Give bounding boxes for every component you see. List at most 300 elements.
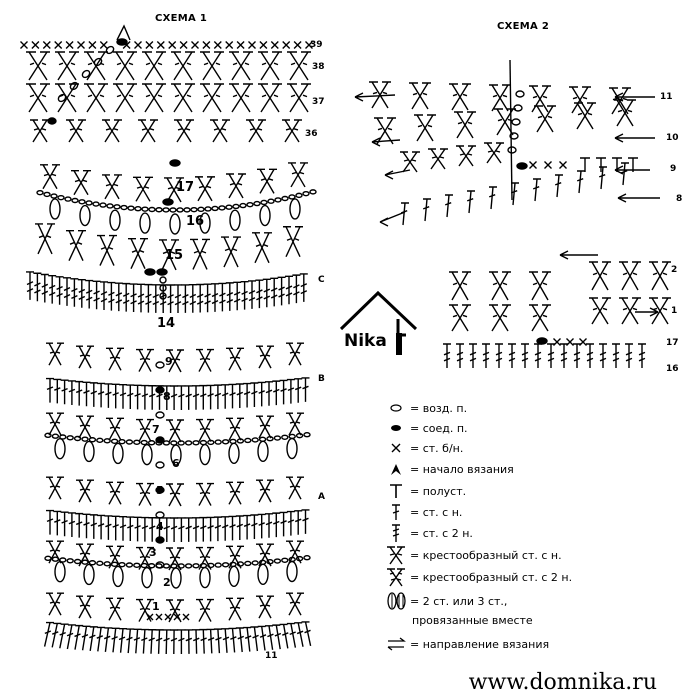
double-crochet-symbol xyxy=(294,511,302,535)
chain-stitch-symbol xyxy=(237,439,243,443)
cluster-symbol xyxy=(258,441,268,461)
double-crochet-symbol xyxy=(61,512,69,536)
double-crochet-symbol xyxy=(177,630,185,654)
double-crochet-symbol xyxy=(83,382,91,406)
cluster-symbol xyxy=(140,213,150,233)
row-number-14: 14 xyxy=(157,316,176,331)
crossed-stitch-symbol xyxy=(282,120,302,142)
double-crochet-symbol xyxy=(137,284,145,312)
double-crochet-symbol xyxy=(229,384,237,408)
single-crochet-symbol xyxy=(183,614,189,620)
double-crochet-symbol xyxy=(243,384,251,408)
crossed-stitch-symbol xyxy=(200,84,224,112)
double-crochet-symbol xyxy=(97,515,105,539)
chain-stitch-symbol xyxy=(112,439,118,443)
double-crochet-symbol xyxy=(170,518,178,542)
single-crochet-symbol xyxy=(169,42,176,49)
double-crochet-symbol xyxy=(82,626,91,650)
chain-stitch-symbol xyxy=(82,560,88,564)
double-crochet-symbol xyxy=(207,629,215,653)
chain-stitch-symbol xyxy=(254,202,260,206)
crossed-stitch-symbol xyxy=(454,112,476,138)
double-crochet-symbol xyxy=(192,630,200,654)
double-crochet-symbol xyxy=(163,630,171,654)
double-crochet-symbol xyxy=(241,282,249,310)
crossed-stitch-symbol xyxy=(133,177,153,201)
crossed-stitch-symbol xyxy=(166,484,184,506)
start-icon xyxy=(386,462,406,476)
double-crochet-symbol xyxy=(181,285,189,313)
crossed-stitch-symbol xyxy=(142,52,166,80)
double-crochet-symbol xyxy=(287,512,295,536)
double-crochet-symbol xyxy=(60,624,69,648)
single-crochet-symbol xyxy=(226,42,233,49)
chain-stitch-symbol xyxy=(245,561,251,565)
cluster-symbol xyxy=(170,214,180,234)
chain-stitch-symbol xyxy=(219,206,225,210)
double-crochet-symbol xyxy=(122,284,130,312)
crossed-stitch-symbol xyxy=(286,413,304,435)
double-crochet-symbol xyxy=(130,284,138,312)
row-number-37: 37 xyxy=(312,97,325,107)
scheme2-row-1: 1 xyxy=(671,306,678,316)
double-crochet-symbol xyxy=(300,274,308,302)
double-crochet-symbol xyxy=(278,277,286,305)
crossed-stitch-symbol xyxy=(529,272,551,300)
cluster-symbol xyxy=(55,439,65,459)
chain-stitch-symbol xyxy=(156,537,164,543)
crossed-stitch-symbol xyxy=(136,484,154,506)
double-crochet-symbol xyxy=(33,273,41,301)
single-crochet-symbol xyxy=(237,42,244,49)
double-crochet-symbol xyxy=(401,203,409,225)
section-label-a: А xyxy=(318,492,325,502)
chain-stitch-symbol xyxy=(303,192,309,196)
site-url: www.domnika.ru xyxy=(468,670,657,695)
double-crochet-symbol xyxy=(292,275,300,303)
crossed-stitch-symbol xyxy=(71,171,91,195)
chain-stitch-symbol xyxy=(156,437,164,443)
chain-stitch-icon xyxy=(386,402,406,414)
chain-stitch-symbol xyxy=(44,192,50,196)
crossed-stitch-symbol xyxy=(614,100,636,126)
double-crochet-symbol xyxy=(100,282,108,310)
double-crochet-symbol xyxy=(265,382,273,406)
double-crochet-symbol xyxy=(280,380,288,404)
crossed-stitch-symbol xyxy=(26,52,50,80)
double-crochet-symbol xyxy=(555,175,563,197)
double-crochet-symbol xyxy=(586,344,594,368)
double-crochet-symbol xyxy=(287,624,296,648)
crossed-stitch-symbol xyxy=(26,84,50,112)
row-number-1: 1 xyxy=(152,600,160,613)
cluster-symbol xyxy=(113,443,123,463)
direction-arrow-symbol xyxy=(385,170,410,179)
crossed-stitch-symbol xyxy=(529,305,551,331)
double-crochet-symbol xyxy=(248,281,256,309)
single-crochet-symbol xyxy=(580,339,587,346)
crossed-stitch-symbol xyxy=(256,346,274,368)
single-crochet-icon xyxy=(386,441,406,455)
crossed-double-icon xyxy=(384,545,408,565)
crossed-stitch-symbol xyxy=(46,413,64,435)
chain-stitch-symbol xyxy=(274,559,280,563)
crossed-stitch-symbol xyxy=(136,350,154,372)
double-crochet-symbol xyxy=(199,386,207,410)
double-crochet-symbol xyxy=(625,344,633,368)
double-crochet-symbol xyxy=(560,344,568,368)
single-crochet-symbol xyxy=(156,614,162,620)
crossed-stitch-symbol xyxy=(619,298,641,324)
double-crochet-symbol xyxy=(148,630,156,654)
crossed-stitch-symbol xyxy=(287,84,311,112)
crossed-stitch-symbol xyxy=(449,305,471,331)
double-crochet-symbol xyxy=(547,344,555,368)
crossed-stitch-symbol xyxy=(210,120,230,142)
double-crochet-symbol xyxy=(177,386,185,410)
single-crochet-symbol xyxy=(260,42,267,49)
cluster-icon xyxy=(384,591,408,611)
chain-stitch-symbol xyxy=(105,45,115,55)
crossed-stitch-symbol xyxy=(428,149,448,169)
direction-arrow-symbol xyxy=(560,251,598,259)
crossed-stitch-symbol xyxy=(246,120,266,142)
double-crochet-symbol xyxy=(534,344,542,368)
chain-stitch-symbol xyxy=(215,440,221,444)
chain-stitch-symbol xyxy=(82,437,88,441)
chain-stitch-symbol xyxy=(223,440,229,444)
crossed-stitch-symbol xyxy=(102,175,122,199)
crossed-stitch-symbol xyxy=(286,477,304,499)
chain-stitch-symbol xyxy=(223,563,229,567)
double-crochet-symbol xyxy=(204,284,212,312)
crossed-stitch-symbol xyxy=(106,418,124,440)
chain-stitch-symbol xyxy=(516,91,524,97)
cluster-symbol xyxy=(258,564,268,584)
double-crochet-symbol xyxy=(90,515,98,539)
crossed-treble-icon xyxy=(384,567,408,587)
single-crochet-symbol xyxy=(100,42,107,49)
chain-stitch-symbol xyxy=(75,436,81,440)
double-crochet-symbol xyxy=(75,514,83,538)
double-crochet-symbol xyxy=(612,344,620,368)
double-crochet-symbol xyxy=(207,517,215,541)
crossed-stitch-symbol xyxy=(534,106,556,132)
double-crochet-symbol xyxy=(104,628,112,652)
row-number-17: 17 xyxy=(176,180,195,195)
double-crochet-symbol xyxy=(236,516,244,540)
chain-stitch-symbol xyxy=(72,198,78,202)
chain-stitch-symbol xyxy=(252,438,258,442)
row-number-36: 36 xyxy=(305,129,318,139)
single-crochet-symbol xyxy=(294,42,301,49)
scheme2-row-8: 8 xyxy=(676,194,683,204)
crossed-stitch-symbol xyxy=(256,596,274,618)
double-crochet-symbol xyxy=(46,379,54,403)
double-crochet-symbol xyxy=(141,630,149,654)
section-label-b: В xyxy=(318,374,325,384)
single-crochet-symbol xyxy=(55,42,62,49)
chain-stitch-symbol xyxy=(51,194,57,198)
single-crochet-symbol xyxy=(43,42,50,49)
double-crochet-symbol xyxy=(214,629,222,653)
double-crochet-symbol xyxy=(272,625,281,649)
crossed-stitch-symbol xyxy=(414,115,436,141)
chain-stitch-symbol xyxy=(252,561,258,565)
chain-stitch-symbol xyxy=(171,441,177,445)
double-crochet-symbol xyxy=(226,283,234,311)
crossed-stitch-symbol xyxy=(196,350,214,372)
chain-stitch-symbol xyxy=(289,434,295,438)
legend-item: = крестообразный ст. с н. xyxy=(384,545,562,565)
double-crochet-symbol xyxy=(255,280,263,308)
crossed-stitch-symbol xyxy=(456,146,476,166)
crossed-stitch-symbol xyxy=(128,239,148,269)
chain-stitch-symbol xyxy=(60,435,66,439)
double-crochet-symbol xyxy=(119,629,127,653)
double-crochet-symbol xyxy=(250,515,258,539)
double-crochet-symbol xyxy=(199,518,207,542)
chain-stitch-symbol xyxy=(245,438,251,442)
double-crochet-symbol xyxy=(250,627,258,651)
slip-stitch-symbol xyxy=(48,118,56,124)
double-crochet-symbol xyxy=(423,199,431,221)
double-crochet-symbol xyxy=(495,344,503,368)
cluster-symbol xyxy=(200,568,210,588)
single-crochet-symbol xyxy=(89,42,96,49)
row-number-6: 6 xyxy=(172,457,180,470)
chain-stitch-symbol xyxy=(163,441,169,445)
cluster-symbol xyxy=(84,441,94,461)
chain-stitch-symbol xyxy=(268,199,274,203)
half-double-symbol xyxy=(580,158,590,172)
chain-stitch-symbol xyxy=(128,206,134,210)
legend-item: = крестообразный ст. с 2 н. xyxy=(384,567,572,587)
crossed-stitch-symbol xyxy=(229,84,253,112)
chain-stitch-symbol xyxy=(304,433,310,437)
double-crochet-symbol xyxy=(174,285,182,313)
double-crochet-symbol xyxy=(280,512,288,536)
chain-stitch-symbol xyxy=(178,441,184,445)
single-crochet-symbol xyxy=(567,339,574,346)
double-crochet-symbol xyxy=(599,344,607,368)
crossed-stitch-symbol xyxy=(529,86,551,112)
chain-stitch-symbol xyxy=(156,512,164,518)
double-crochet-symbol xyxy=(229,628,237,652)
double-crochet-symbol xyxy=(285,276,293,304)
legend-item: = 2 ст. или 3 ст., xyxy=(384,591,507,611)
legend-item: = полуст. xyxy=(384,481,466,501)
chain-stitch-symbol xyxy=(107,204,113,208)
chain-stitch-symbol xyxy=(89,561,95,565)
crossed-stitch-symbol xyxy=(619,262,641,290)
chain-stitch-symbol xyxy=(304,556,310,560)
chain-stitch-symbol xyxy=(134,563,140,567)
direction-arrow-symbol xyxy=(380,212,405,226)
crossed-stitch-symbol xyxy=(400,152,420,172)
double-crochet-symbol xyxy=(229,516,237,540)
crossed-stitch-symbol xyxy=(489,85,511,111)
crossed-stitch-symbol xyxy=(287,52,311,80)
legend-item: = соед. п. xyxy=(384,418,468,438)
chain-stitch-symbol xyxy=(126,563,132,567)
crossed-stitch-symbol xyxy=(200,52,224,80)
double-crochet-symbol xyxy=(192,386,200,410)
single-crochet-symbol xyxy=(165,614,171,620)
double-crochet-symbol xyxy=(152,285,160,313)
row-number-2: 2 xyxy=(163,576,171,589)
double-crochet-symbol xyxy=(112,516,120,540)
double-crochet-symbol xyxy=(185,518,193,542)
chain-stitch-symbol xyxy=(230,439,236,443)
crossed-stitch-symbol xyxy=(649,262,671,290)
double-crochet-symbol xyxy=(533,179,541,201)
chain-stitch-symbol xyxy=(215,563,221,567)
cluster-symbol xyxy=(229,443,239,463)
chain-stitch-symbol xyxy=(247,203,253,207)
chain-stitch-symbol xyxy=(226,205,232,209)
chain-stitch-symbol xyxy=(65,197,71,201)
legend-item: = начало вязания xyxy=(384,459,514,479)
crossed-stitch-symbol xyxy=(174,120,194,142)
double-crochet-symbol xyxy=(302,622,311,646)
row-number-15: 15 xyxy=(165,248,184,263)
double-crochet-symbol xyxy=(599,167,607,189)
row-number-11: 11 xyxy=(265,651,278,661)
double-crochet-symbol xyxy=(63,278,71,306)
double-crochet-symbol xyxy=(638,344,646,368)
chain-stitch-symbol xyxy=(100,203,106,207)
double-crochet-symbol xyxy=(221,385,229,409)
legend-item: = ст. с 2 н. xyxy=(384,523,473,543)
double-crochet-symbol xyxy=(258,382,266,406)
single-crochet-symbol xyxy=(554,339,561,346)
crossed-stitch-symbol xyxy=(166,420,184,442)
double-crochet-symbol xyxy=(90,383,98,407)
scheme-1-title: СХЕМА 1 xyxy=(155,13,208,24)
double-crochet-symbol xyxy=(75,626,84,650)
cluster-symbol xyxy=(171,568,181,588)
half-double-symbol xyxy=(596,158,606,172)
chain-stitch-symbol xyxy=(177,208,183,212)
crossed-stitch-symbol xyxy=(226,482,244,504)
chain-stitch-symbol xyxy=(156,462,164,468)
row-number-4: 4 xyxy=(156,520,164,533)
crossed-stitch-symbol xyxy=(46,343,64,365)
crossed-stitch-symbol xyxy=(226,418,244,440)
crossed-stitch-symbol xyxy=(286,593,304,615)
single-crochet-symbol xyxy=(78,42,85,49)
single-crochet-symbol xyxy=(192,42,199,49)
chain-stitch-symbol xyxy=(193,564,199,568)
scheme-2-title: СХЕМА 2 xyxy=(497,21,550,32)
chain-stitch-symbol xyxy=(310,190,316,194)
double-crochet-symbol xyxy=(104,384,112,408)
double-crochet-symbol xyxy=(207,385,215,409)
double-crochet-symbol xyxy=(134,517,142,541)
chain-stitch-symbol xyxy=(75,559,81,563)
double-crochet-symbol xyxy=(70,279,78,307)
chain-stitch-symbol xyxy=(261,200,267,204)
chain-stitch-symbol xyxy=(233,204,239,208)
double-crochet-symbol xyxy=(46,511,54,535)
scheme2-row-9: 9 xyxy=(670,164,677,174)
chain-stitch-symbol xyxy=(114,205,120,209)
crossed-stitch-symbol xyxy=(113,52,137,80)
double-crochet-symbol xyxy=(521,344,529,368)
double-crochet-symbol xyxy=(265,626,273,650)
chain-stitch-symbol xyxy=(60,558,66,562)
chain-stitch-symbol xyxy=(275,198,281,202)
chain-stitch-symbol xyxy=(149,207,155,211)
double-crochet-symbol xyxy=(185,386,193,410)
double-crochet-symbol xyxy=(508,344,516,368)
scheme2-row-11: 11 xyxy=(660,92,673,102)
chain-stitch-symbol xyxy=(37,191,43,195)
crossed-stitch-symbol xyxy=(171,84,195,112)
double-crochet-symbol xyxy=(26,272,34,300)
double-crochet-symbol xyxy=(199,630,207,654)
double-crochet-symbol xyxy=(61,380,69,404)
double-crochet-symbol xyxy=(185,630,193,654)
double-crochet-symbol xyxy=(83,514,91,538)
chain-stitch-symbol xyxy=(156,362,164,368)
chain-stitch-symbol xyxy=(149,441,155,445)
slip-stitch-symbol xyxy=(170,160,180,166)
cluster-symbol xyxy=(55,562,65,582)
crossed-stitch-symbol xyxy=(46,477,64,499)
legend-item: провязанные вместе xyxy=(412,613,533,627)
chain-stitch-symbol xyxy=(156,412,164,418)
crossed-stitch-symbol xyxy=(226,174,246,198)
chain-stitch-symbol xyxy=(163,208,169,212)
single-crochet-symbol xyxy=(157,42,164,49)
single-crochet-symbol xyxy=(180,42,187,49)
crossed-stitch-symbol xyxy=(283,227,303,257)
chain-stitch-symbol xyxy=(296,193,302,197)
chain-stitch-symbol xyxy=(208,440,214,444)
double-crochet-symbol xyxy=(115,283,123,311)
cluster-symbol xyxy=(230,210,240,230)
double-crochet-symbol xyxy=(68,381,76,405)
crossed-stitch-symbol xyxy=(489,305,511,331)
cluster-symbol xyxy=(229,566,239,586)
half-double-icon xyxy=(386,482,406,500)
double-crochet-symbol xyxy=(126,517,134,541)
double-crochet-symbol xyxy=(189,285,197,313)
single-crochet-symbol xyxy=(249,42,256,49)
double-crochet-symbol xyxy=(577,171,585,193)
double-crochet-symbol xyxy=(456,344,464,368)
crossed-stitch-symbol xyxy=(106,598,124,620)
chain-stitch-symbol xyxy=(160,277,166,283)
chain-stitch-symbol xyxy=(170,208,176,212)
crossed-stitch-symbol xyxy=(138,120,158,142)
cluster-symbol xyxy=(200,445,210,465)
crossed-stitch-symbol xyxy=(66,231,86,261)
direction-arrows-icon xyxy=(384,637,408,651)
row-number-5: 5 xyxy=(156,484,164,497)
double-crochet-symbol xyxy=(170,386,178,410)
double-crochet-symbol xyxy=(167,285,175,313)
double-crochet-symbol xyxy=(134,629,142,653)
chain-stitch-symbol xyxy=(97,561,103,565)
single-crochet-symbol xyxy=(530,162,537,169)
crossed-stitch-symbol xyxy=(142,84,166,112)
direction-arrow-symbol xyxy=(372,138,400,146)
row-number-9: 9 xyxy=(165,355,173,368)
crossed-stitch-symbol xyxy=(76,416,94,438)
